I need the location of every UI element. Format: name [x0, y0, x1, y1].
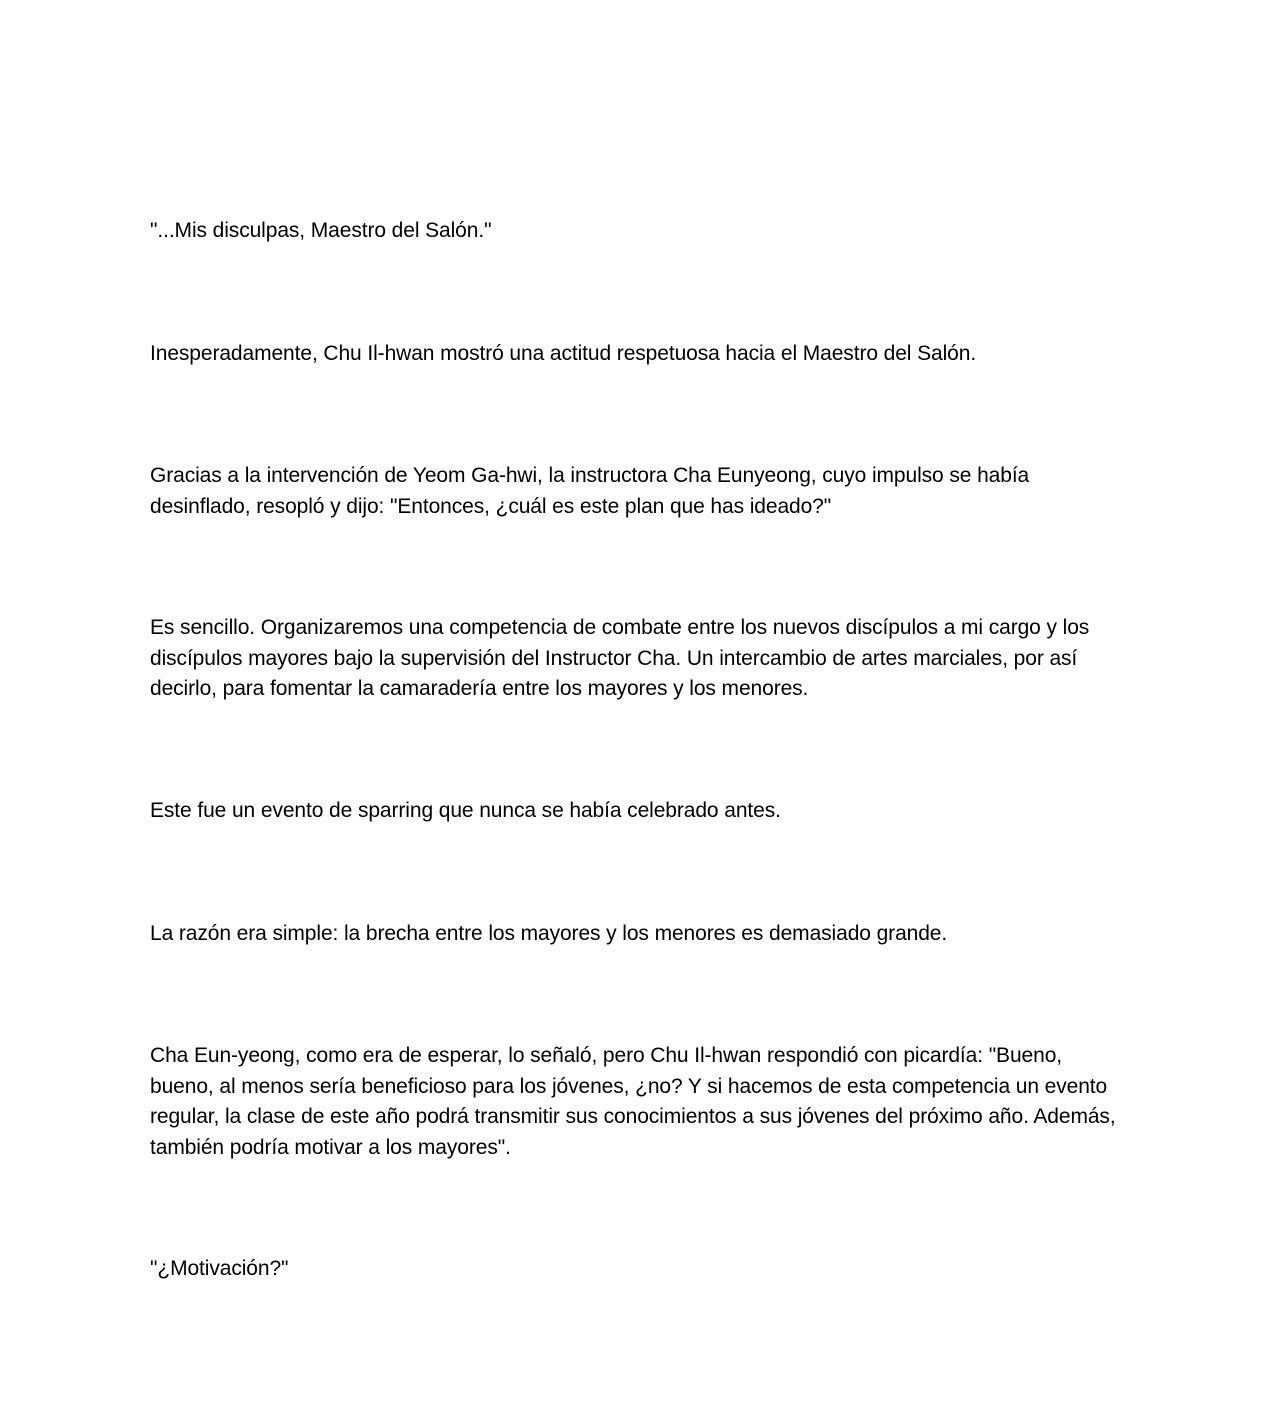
paragraph-response: Cha Eun-yeong, como era de esperar, lo señaló, pero Chu Il-hwan respondió con picardía: "Bueno, bueno, al menos sería beneficioso para los jóvenes, ¿no? Y si hacemos de esta competencia un evento regular, la clase de este año podrá transmitir sus conocimientos a sus jóvenes del próximo año. Además, también podría motivar a los mayores".: [150, 1044, 1116, 1159]
paragraph-sparring-event: Este fue un evento de sparring que nunca se había celebrado antes.: [150, 799, 781, 822]
paragraph-plan-explanation: Es sencillo. Organizaremos una competencia de combate entre los nuevos discípulos a mi cargo y los discípulos mayores bajo la supervisión del Instructor Cha. Un intercambio de artes marciales, por así decirlo, para fomentar la camaradería entre los mayores y los menores.: [150, 616, 1090, 700]
paragraph-motivation: "¿Motivación?": [150, 1257, 289, 1280]
paragraph-apology: "...Mis disculpas, Maestro del Salón.": [150, 219, 492, 242]
paragraph-respectful-attitude: Inesperadamente, Chu Il-hwan mostró una actitud respetuosa hacia el Maestro del Salón.: [150, 342, 977, 365]
paragraph-reason: La razón era simple: la brecha entre los mayores y los menores es demasiado grande.: [150, 922, 948, 945]
paragraph-intervention: Gracias a la intervención de Yeom Ga-hwi, la instructora Cha Eunyeong, cuyo impulso se había desinflado, resopló y dijo: "Entonces, ¿cuál es este plan que has ideado?": [150, 464, 1030, 518]
